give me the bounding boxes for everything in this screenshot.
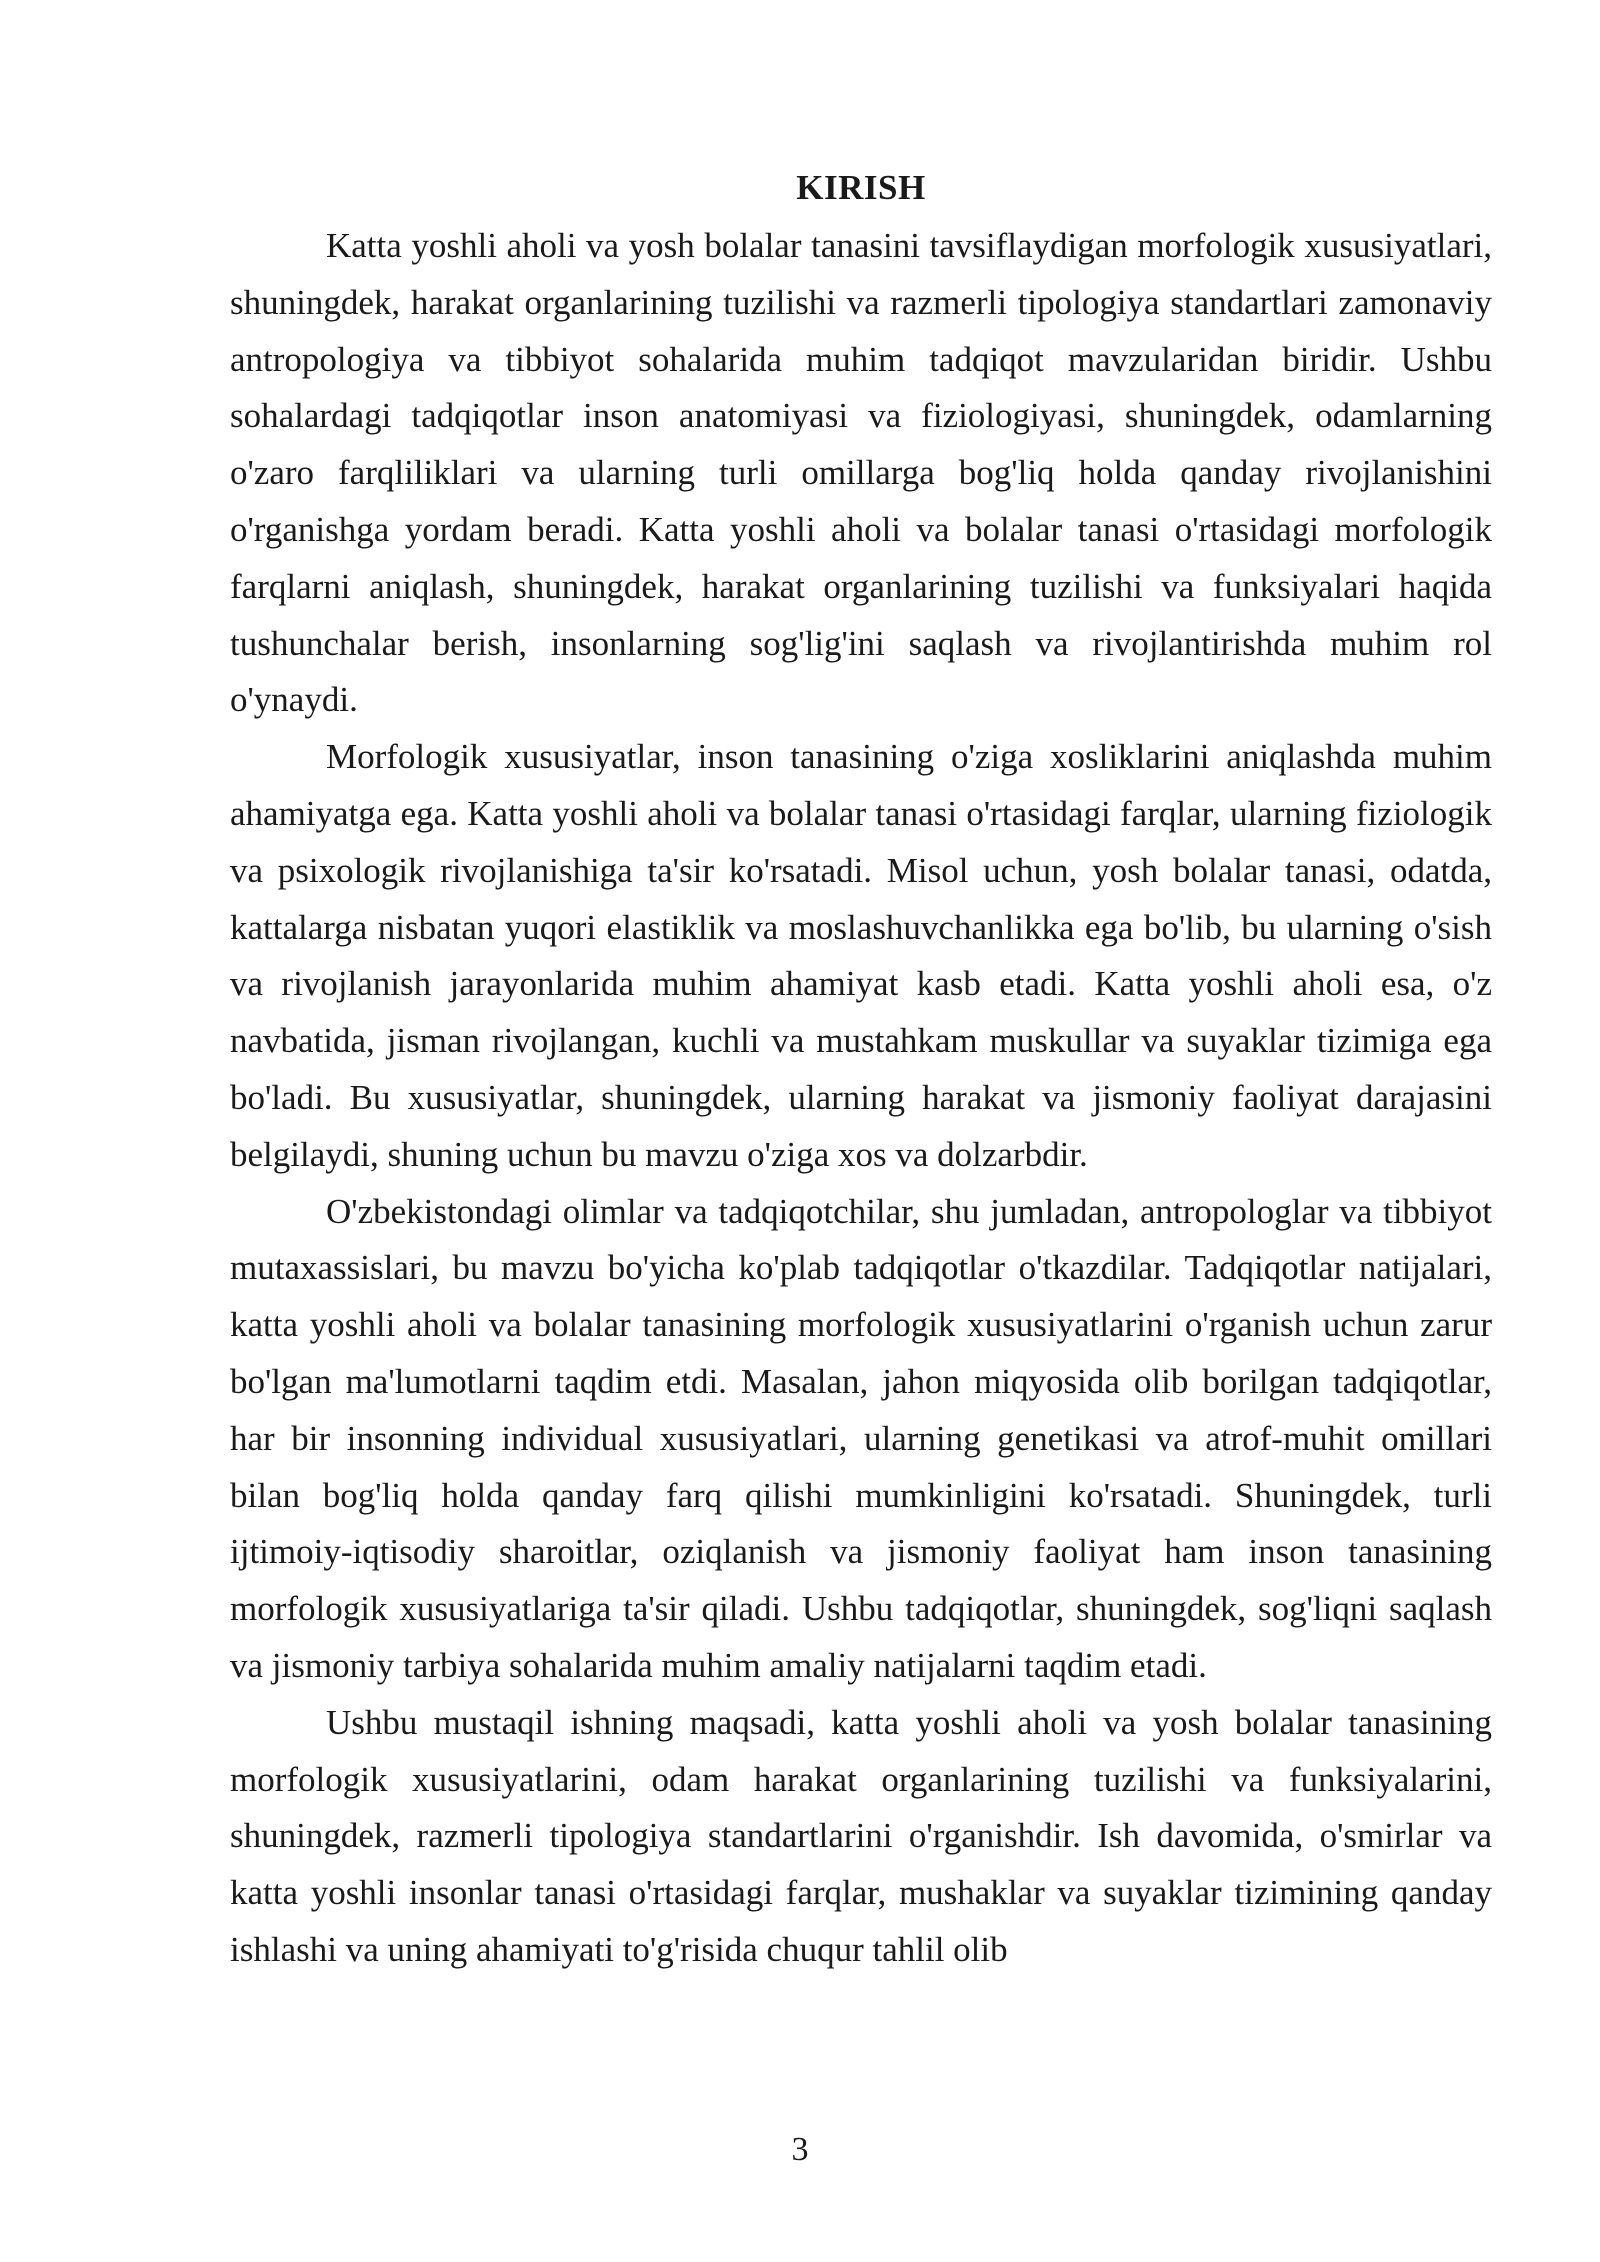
page-number: 3 bbox=[791, 2131, 809, 2168]
paragraph-1: Katta yoshli aholi va yosh bolalar tanasini tavsiflaydigan morfologik xususiyatlari, shuningdek, harakat organlarining tuzilishi va razmerli tipologiya standartlari zamonaviy antropologiya va tibbiyot sohalarida muhim tadqiqot mavzularidan biridir. Ushbu sohalardagi tadqiqotlar inson anatomiyasi va fiziologiyasi, shuningdek, odamlarning o'zaro farqliliklari va ularning turli omillarga bog'liq holda qanday rivojlanishini o'rganishga yordam beradi. Katta yoshli aholi va bolalar tanasi o'rtasidagi morfologik farqlarni aniqlash, shuningdek, harakat organlarining tuzilishi va funksiyalari haqida tushunchalar berish, insonlarning sog'lig'ini saqlash va rivojlantirishda muhim rol o'ynaydi. bbox=[230, 226, 1492, 720]
paragraph-2: Morfologik xususiyatlar, inson tanasining o'ziga xosliklarini aniqlashda muhim ahamiyatga ega. Katta yoshli aholi va bolalar tanasi o'rtasidagi farqlar, ularning fiziologik va psixologik rivojlanishiga ta'sir ko'rsatadi. Misol uchun, yosh bolalar tanasi, odatda, kattalarga nisbatan yuqori elastiklik va moslashuvchanlikka ega bo'lib, bu ularning o'sish va rivojlanish jarayonlarida muhim ahamiyat kasb etadi. Katta yoshli aholi esa, o'z navbatida, jisman rivojlangan, kuchli va mustahkam muskullar va suyaklar tizimiga ega bo'ladi. Bu xususiyatlar, shuningdek, ularning harakat va jismoniy faoliyat darajasini belgilaydi, shuning uchun bu mavzu o'ziga xos va dolzarbdir. bbox=[230, 737, 1492, 1174]
page-content bbox=[230, 160, 1492, 1979]
page-title: KIRISH bbox=[796, 168, 926, 207]
paragraph-3: O'zbekistondagi olimlar va tadqiqotchilar, shu jumladan, antropologlar va tibbiyot mutaxassislari, bu mavzu bo'yicha ko'plab tadqiqotlar o'tkazdilar. Tadqiqotlar natijalari, katta yoshli aholi va bolalar tanasining morfologik xususiyatlarini o'rganish uchun zarur bo'lgan ma'lumotlarni taqdim etdi. Masalan, jahon miqyosida olib borilgan tadqiqotlar, har bir insonning individual xususiyatlari, ularning genetikasi va atrof-muhit omillari bilan bog'liq holda qanday farq qilishi mumkinligini ko'rsatadi. Shuningdek, turli ijtimoiy-iqtisodiy sharoitlar, oziqlanish va jismoniy faoliyat ham inson tanasining morfologik xususiyatlariga ta'sir qiladi. Ushbu tadqiqotlar, shuningdek, sog'liqni saqlash va jismoniy tarbiya sohalarida muhim amaliy natijalarni taqdim etadi. bbox=[230, 1191, 1492, 1685]
paragraph-4: Ushbu mustaqil ishning maqsadi, katta yoshli aholi va yosh bolalar tanasining morfologik xususiyatlarini, odam harakat organlarining tuzilishi va funksiyalarini, shuningdek, razmerli tipologiya standartlarini o'rganishdir. Ish davomida, o'smirlar va katta yoshli insonlar tanasi o'rtasidagi farqlar, mushaklar va suyaklar tizimining qanday ishlashi va uning ahamiyati to'g'risida chuqur tahlil olib bbox=[230, 1702, 1492, 1969]
